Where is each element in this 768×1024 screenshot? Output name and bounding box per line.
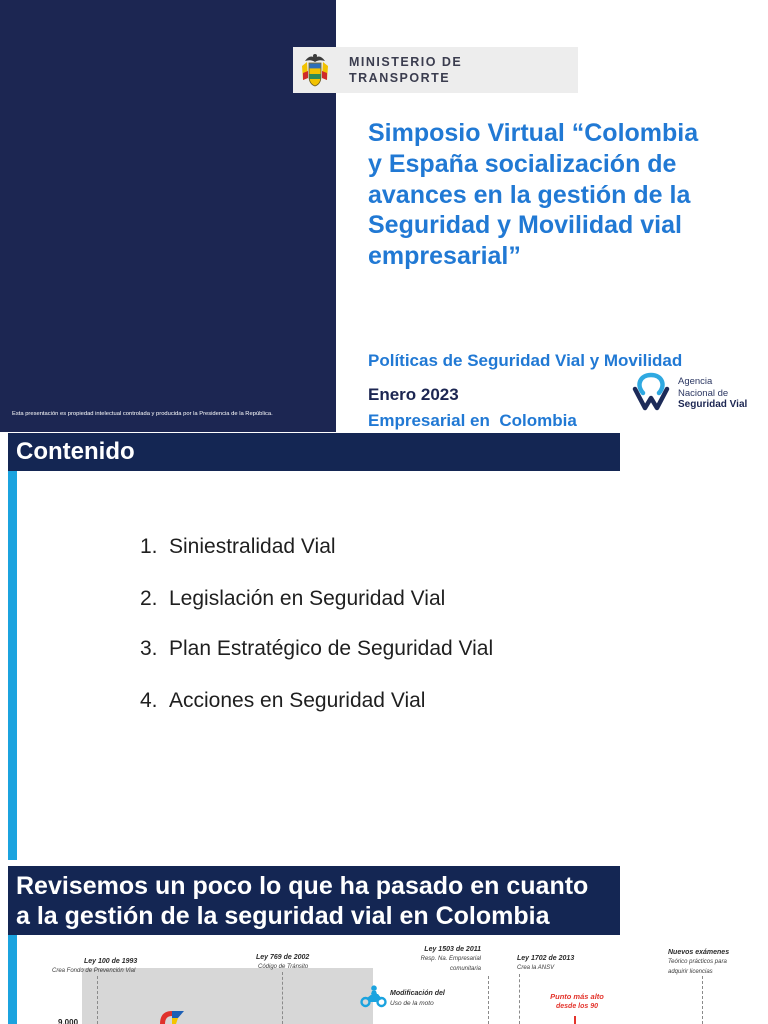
highlight-note xyxy=(540,992,614,1012)
timeline-event xyxy=(390,988,445,1009)
ministry-name xyxy=(349,54,462,86)
highlight-detail: desde los 90 xyxy=(555,1003,599,1010)
motorcycle-icon xyxy=(360,985,387,1008)
milestone-detail: comunitaria xyxy=(449,966,481,972)
heading-line: Revisemos un poco lo que ha pasado en cuanto xyxy=(16,872,589,900)
milestone-title: Ley 100 de 1993 xyxy=(84,958,138,965)
accent-stripe xyxy=(8,471,17,860)
title-line: Seguridad y Movilidad vial xyxy=(368,211,682,240)
list-item-label: Plan Estratégico de Seguridad Vial xyxy=(169,637,494,660)
timeline-period-band xyxy=(82,968,373,1024)
title-line: avances en la gestión de la xyxy=(368,180,691,209)
list-item-number: 2. xyxy=(140,587,158,610)
section-heading: Contenido xyxy=(16,438,135,465)
ansv-logo-icon xyxy=(630,372,672,414)
milestone xyxy=(668,948,729,977)
ministry-name-line-2: TRANSPORTE xyxy=(349,71,451,85)
agency-name-line-2: Nacional de xyxy=(678,387,729,399)
ministry-name-line-1: MINISTERIO DE xyxy=(349,55,463,69)
accent-stripe xyxy=(8,935,17,1024)
milestone-title: Nuevos exámenes xyxy=(668,949,730,956)
milestone-detail: adquirir licencias xyxy=(668,969,713,975)
timeline-marker-line xyxy=(97,976,98,1024)
presentation-date: Enero 2023 xyxy=(368,385,459,404)
timeline-marker-line xyxy=(282,972,283,1024)
milestone-title: Ley 1702 de 2013 xyxy=(517,955,575,962)
milestone-detail: Crea la ANSV xyxy=(517,965,555,971)
event-detail: Uso de la moto xyxy=(390,1000,434,1007)
presentation-title xyxy=(368,118,698,272)
contents-slide xyxy=(0,433,768,860)
section-heading xyxy=(16,871,588,931)
road-safety-logo-icon xyxy=(158,1007,186,1024)
coat-of-arms-icon xyxy=(300,52,330,88)
agency-name xyxy=(678,376,747,411)
section-header-bar xyxy=(8,866,620,935)
ansv-logo-graphic xyxy=(630,372,672,414)
title-slide xyxy=(0,0,768,432)
title-line: empresarial” xyxy=(368,242,521,270)
list-item-label: Siniestralidad Vial xyxy=(169,535,336,558)
road-safety-logo-graphic xyxy=(158,1007,186,1024)
timeline-marker-line xyxy=(702,976,703,1024)
coat-of-arms-graphic xyxy=(300,52,330,88)
milestone-title: Ley 1503 de 2011 xyxy=(424,946,481,953)
milestone-detail: Resp. Na. Empresarial xyxy=(420,956,481,962)
event-title: Modificación del xyxy=(390,990,445,997)
section-header-bar xyxy=(8,433,620,471)
timeline-marker-line xyxy=(519,974,520,1024)
list-item-number: 3. xyxy=(140,637,158,660)
title-line: Simposio Virtual “Colombia xyxy=(368,119,699,147)
list-item xyxy=(0,534,768,560)
milestone-detail: Crea Fondo de Prevención Vial xyxy=(52,968,136,974)
highlight-marker xyxy=(574,1016,576,1024)
list-item xyxy=(0,688,768,714)
highlight-title: Punto más alto xyxy=(550,992,604,1001)
agency-name-line-1: Agencia xyxy=(678,376,713,387)
list-item-label: Acciones en Seguridad Vial xyxy=(169,689,426,712)
agency-name-line-3: Seguridad Vial xyxy=(678,399,748,410)
timeline-marker-line xyxy=(488,976,489,1024)
subtitle-line: Políticas de Seguridad Vial y Movilidad xyxy=(368,351,683,370)
subtitle-line: Empresarial en Colombia xyxy=(368,411,577,430)
milestone-detail: Teórico prácticos para xyxy=(668,959,727,965)
y-axis-tick-label: 9.000 xyxy=(58,1018,79,1024)
heading-line: a la gestión de la seguridad vial en Colombia xyxy=(16,902,550,930)
list-item xyxy=(0,636,768,662)
ministry-logo xyxy=(293,47,578,93)
list-item-number: 4. xyxy=(140,689,158,712)
milestone-detail: Código de Tránsito xyxy=(258,964,309,970)
milestone-title: Ley 769 de 2002 xyxy=(256,954,310,961)
title-line: y España socialización de xyxy=(368,149,677,178)
list-item xyxy=(0,586,768,612)
timeline-slide xyxy=(0,866,768,1024)
list-item-number: 1. xyxy=(140,535,158,558)
list-item-label: Legislación en Seguridad Vial xyxy=(169,587,446,610)
milestone xyxy=(256,953,309,972)
milestone xyxy=(421,945,481,974)
motorcycle-graphic xyxy=(360,985,387,1008)
copyright-note: Esta presentación es propiedad intelectual controlada y producida por la Presidencia de la República. xyxy=(12,411,273,417)
milestone xyxy=(517,954,574,973)
navy-side-panel xyxy=(0,0,336,432)
